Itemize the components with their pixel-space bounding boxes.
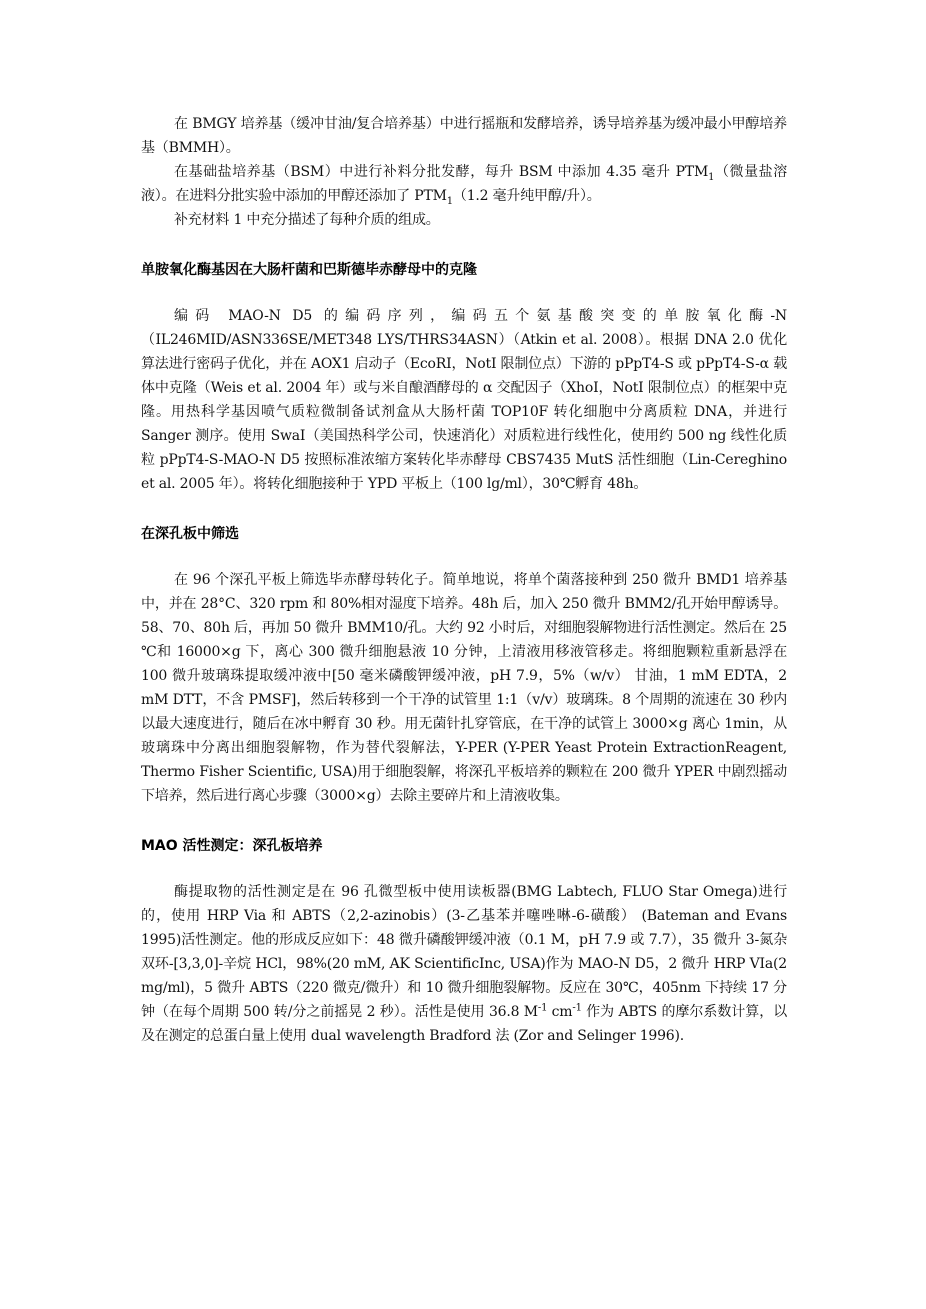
mao-assay-paragraph: [141, 880, 787, 1048]
ptm-subscript: 1: [446, 195, 453, 207]
intro-p2-text-a: 在基础盐培养基（BSM）中进行补料分批发酵，每升 BSM 中添加 4.35 毫升 PTM: [174, 164, 709, 180]
mao-text-c: 作为 ABTS 的摩尔系数计算，以及在测定的总蛋白量上使用 dual wavelength Bradford 法 (Zor and Selinger 1996).: [141, 1004, 788, 1044]
ptm-subscript: 1: [708, 171, 715, 183]
intro-paragraph-2: [141, 160, 787, 208]
document-body: [141, 112, 787, 1048]
cloning-paragraph: 编码 MAO-N D5 的编码序列，编码五个氨基酸突变的单胺氧化酶-N（IL246MID/ASN336SE/MET348 LYS/THRS34ASN）（Atkin et al. 2008）。根据 DNA 2.0 优化算法进行密码子优化，并在 AOX1 启动子（EcoRI，NotI 限制位点）下游的 pPpT4-S 或 pPpT4-S-α 载体中克隆（Weis et al. 2004 年）或与米自酿酒酵母的 α 交配因子（XhoI，NotI 限制位点）的框架中克隆。用热科学基因喷气质粒微制备试剂盒从大肠杆菌 TOP10F 转化细胞中分离质粒 DNA，并进行 Sanger 测序。使用 SwaI（美国热科学公司，快速消化）对质粒进行线性化，使用约 500 ng 线性化质粒 pPpT4-S-MAO-N D5 按照标准浓缩方案转化毕赤酵母 CBS7435 MutS 活性细胞（Lin-Cereghino et al. 2005 年）。将转化细胞接种于 YPD 平板上（100 lg/ml），30℃孵育 48h。: [141, 308, 787, 492]
mao-text-a: 酶提取物的活性测定是在 96 孔微型板中使用读板器(BMG Labtech, FLUO Star Omega)进行的，使用 HRP Via 和 ABTS（2,2-azinobis）(3-乙基苯并噻唑啉-6-磺酸） (Bateman and Evans 1995)活性测定。他的形成反应如下：48 微升磷酸钾缓冲液（0.1 M，pH 7.9 或 7.7），35 微升 3-氮杂双环-[3,3,0]-辛烷 HCl，98%(20 mM, AK ScientificInc, USA)作为 MAO-N D5，2 微升 HRP VIa(2 mg/ml)，5 微升 ABTS（220 微克/微升）和 10 微升细胞裂解物。反应在 30℃，405nm 下持续 17 分钟（在每个周期 500 转/分之前摇晃 2 秒）。活性是使用 36.8 M: [141, 884, 787, 1020]
section-heading-cloning: 单胺氧化酶基因在大肠杆菌和巴斯德毕赤酵母中的克隆: [141, 262, 477, 278]
intro-paragraph-3: 补充材料 1 中充分描述了每种介质的组成。: [174, 212, 440, 228]
section-heading-mao-assay: MAO 活性测定：深孔板培养: [141, 838, 323, 854]
screening-paragraph: 在 96 个深孔平板上筛选毕赤酵母转化子。简单地说，将单个菌落接种到 250 微升 BMD1 培养基中，并在 28°C、320 rpm 和 80%相对湿度下培养。48h 后，加入 250 微升 BMM2/孔开始甲醇诱导。58、70、80h 后，再加 50 微升 BMM10/孔。大约 92 小时后，对细胞裂解物进行活性测定。然后在 25 ℃和 16000×g 下，离心 300 微升细胞悬液 10 分钟，上清液用移液管移走。将细胞颗粒重新悬浮在 100 微升玻璃珠提取缓冲液中[50 毫米磷酸钾缓冲液，pH 7.9，5%（w/v） 甘油，1 mM EDTA，2 mM DTT，不含 PMSF]，然后转移到一个干净的试管里 1:1（v/v）玻璃珠。8 个周期的流速在 30 秒内以最大速度进行，随后在冰中孵育 30 秒。用无菌针扎穿管底，在干净的试管上 3000×g 离心 1min，从玻璃珠中分离出细胞裂解物，作为替代裂解法，Y-PER (Y-PER Yeast Protein ExtractionReagent, Thermo Fisher Scientific, USA)用于细胞裂解，将深孔平板培养的颗粒在 200 微升 YPER 中剧烈摇动下培养，然后进行离心步骤（3000×g）去除主要碎片和上清液收集。: [141, 572, 787, 804]
intro-p2-text-c: （1.2 毫升纯甲醇/升）。: [452, 188, 601, 204]
unit-superscript: -1: [572, 1002, 582, 1014]
intro-paragraph-1: 在 BMGY 培养基（缓冲甘油/复合培养基）中进行摇瓶和发酵培养，诱导培养基为缓冲最小甲醇培养基（BMMH）。: [141, 116, 787, 156]
mao-text-b: cm: [547, 1004, 573, 1020]
intro-p2-text-b: （微量盐溶液）。在进料分批实验中添加的甲醇还添加了 PTM: [141, 164, 787, 204]
section-heading-screening: 在深孔板中筛选: [141, 526, 239, 542]
unit-superscript: -1: [537, 1002, 548, 1014]
